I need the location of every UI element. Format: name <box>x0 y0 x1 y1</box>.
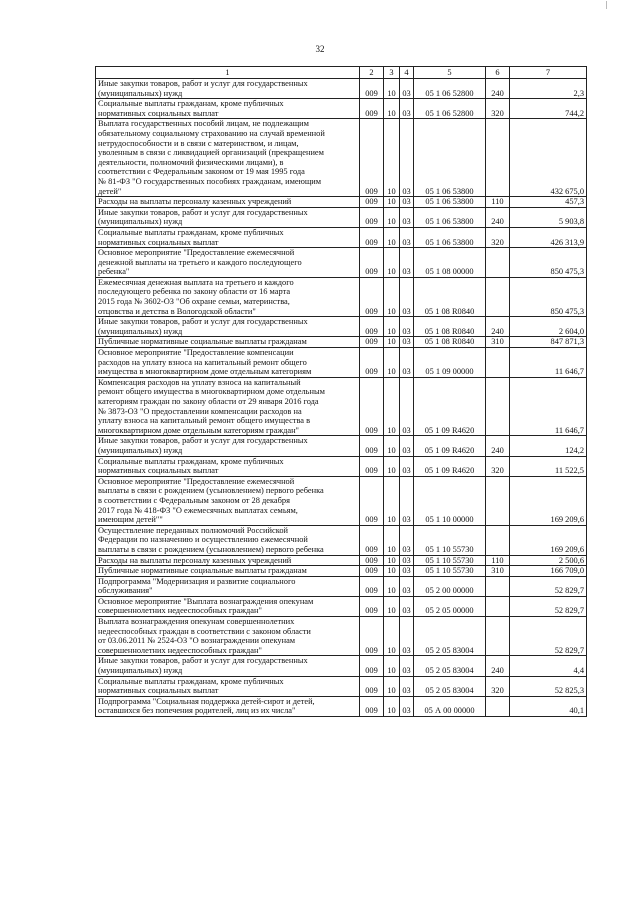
table-row <box>96 348 587 378</box>
subsection-code-cell: 03 <box>400 248 414 278</box>
expense-name-cell <box>96 525 360 555</box>
table-row <box>96 377 587 436</box>
expense-name-line: Расходы на выплаты персоналу казенных учреждений <box>98 555 292 565</box>
expense-type-cell <box>486 248 510 278</box>
expense-name-line: денежной выплаты на третьего и каждого последующего <box>98 257 302 267</box>
amount-cell: 2,3 <box>510 79 587 99</box>
table-row <box>96 337 587 348</box>
expense-type-cell: 110 <box>486 555 510 566</box>
expense-type-cell: 240 <box>486 317 510 337</box>
expense-type-cell: 320 <box>486 456 510 476</box>
table-row <box>96 317 587 337</box>
expense-name-cell <box>96 348 360 378</box>
expense-name-cell <box>96 476 360 525</box>
amount-cell: 744,2 <box>510 99 587 119</box>
amount-cell: 52 829,7 <box>510 617 587 656</box>
amount-cell: 432 675,0 <box>510 119 587 197</box>
ministry-code-cell: 009 <box>360 696 384 716</box>
expense-name-cell <box>96 197 360 208</box>
expense-name-line: Социальные выплаты гражданам, кроме публичных <box>98 99 284 109</box>
expense-name-line: № 81-ФЗ "О государственных пособиях гражданам, имеющим <box>98 176 322 186</box>
subsection-code-cell: 03 <box>400 436 414 456</box>
expense-name-line: Федерации по назначению и осуществлению ежемесячной <box>98 535 308 545</box>
subsection-code-cell: 03 <box>400 525 414 555</box>
ministry-code-cell: 009 <box>360 337 384 348</box>
amount-cell: 4,4 <box>510 656 587 676</box>
table-row <box>96 656 587 676</box>
section-code-cell: 10 <box>384 596 400 616</box>
subsection-code-cell: 03 <box>400 337 414 348</box>
subsection-code-cell: 03 <box>400 555 414 566</box>
expense-name-cell <box>96 207 360 227</box>
table-row <box>96 525 587 555</box>
expense-name-line: № 3873-ОЗ "О предоставлении компенсации расходов на <box>98 406 302 416</box>
target-article-cell: 05 1 06 52800 <box>414 99 486 119</box>
target-article-cell: 05 1 09 00000 <box>414 348 486 378</box>
expense-type-cell <box>486 596 510 616</box>
table-row <box>96 566 587 577</box>
subsection-code-cell: 03 <box>400 377 414 436</box>
subsection-code-cell: 03 <box>400 277 414 316</box>
expense-name-line: Иные закупки товаров, работ и услуг для государственных <box>98 207 308 217</box>
expense-name-line: 2017 года № 418-ФЗ "О ежемесячных выплатах семьям, <box>98 505 298 515</box>
table-row <box>96 248 587 278</box>
table-row <box>96 555 587 566</box>
table-row <box>96 676 587 696</box>
expense-name-line: нормативных социальных выплат <box>98 466 219 476</box>
ministry-code-cell: 009 <box>360 227 384 247</box>
expense-name-line: выплаты в связи с рождением (усыновлением) первого ребенка <box>98 544 324 554</box>
expense-name-line: оставшихся без попечения родителей, лиц из их числа" <box>98 706 296 716</box>
ministry-code-cell: 009 <box>360 476 384 525</box>
expense-name-line: нормативных социальных выплат <box>98 108 219 118</box>
table-row <box>96 456 587 476</box>
expense-name-line: Иные закупки товаров, работ и услуг для государственных <box>98 79 308 88</box>
amount-cell: 5 903,8 <box>510 207 587 227</box>
ministry-code-cell: 009 <box>360 525 384 555</box>
expense-name-line: Публичные нормативные социальные выплаты гражданам <box>98 566 307 576</box>
expense-name-line: Социальные выплаты гражданам, кроме публичных <box>98 456 284 466</box>
expense-type-cell <box>486 476 510 525</box>
section-code-cell: 10 <box>384 99 400 119</box>
amount-cell: 124,2 <box>510 436 587 456</box>
expense-type-cell: 110 <box>486 197 510 208</box>
section-code-cell: 10 <box>384 617 400 656</box>
expense-name-line: (муниципальных) нужд <box>98 666 183 676</box>
expense-name-line: отцовства и детства в Вологодской области" <box>98 306 256 316</box>
ministry-code-cell: 009 <box>360 317 384 337</box>
expense-name-line: Выплата государственных пособий лицам, не подлежащим <box>98 119 309 129</box>
expense-name-line: Социальные выплаты гражданам, кроме публичных <box>98 676 284 686</box>
expense-name-line: Компенсация расходов на уплату взноса на капитальный <box>98 377 301 387</box>
subsection-code-cell: 03 <box>400 197 414 208</box>
target-article-cell: 05 1 06 52800 <box>414 79 486 99</box>
ministry-code-cell: 009 <box>360 555 384 566</box>
expense-name-line: ребенка" <box>98 267 130 277</box>
table-row <box>96 207 587 227</box>
section-code-cell: 10 <box>384 227 400 247</box>
section-code-cell: 10 <box>384 197 400 208</box>
section-code-cell: 10 <box>384 696 400 716</box>
expense-name-cell <box>96 676 360 696</box>
expense-name-line: категориям граждан по закону области от 29 января 2016 года <box>98 397 319 406</box>
expense-type-cell <box>486 277 510 316</box>
ministry-code-cell: 009 <box>360 79 384 99</box>
expense-name-line: Иные закупки товаров, работ и услуг для государственных <box>98 656 308 666</box>
target-article-cell: 05 1 08 R0840 <box>414 317 486 337</box>
section-code-cell: 10 <box>384 555 400 566</box>
expense-name-cell <box>96 696 360 716</box>
expense-type-cell: 240 <box>486 656 510 676</box>
ministry-code-cell: 009 <box>360 566 384 577</box>
expense-name-line: Выплата вознаграждения опекунам совершеннолетних <box>98 617 295 627</box>
target-article-cell: 05 1 09 R4620 <box>414 377 486 436</box>
expense-name-line: Основное мероприятие "Предоставление ежемесячной <box>98 248 295 258</box>
expense-name-line: Основное мероприятие "Предоставление компенсации <box>98 348 294 358</box>
ministry-code-cell: 009 <box>360 377 384 436</box>
amount-cell: 40,1 <box>510 696 587 716</box>
budget-table <box>95 66 587 717</box>
expense-name-cell <box>96 337 360 348</box>
section-code-cell: 10 <box>384 277 400 316</box>
expense-name-line: в соответствии с Федеральным законом от 28 декабря <box>98 495 290 505</box>
subsection-code-cell: 03 <box>400 79 414 99</box>
table-row <box>96 617 587 656</box>
expense-type-cell: 310 <box>486 566 510 577</box>
header-cell-7: 7 <box>510 67 587 79</box>
target-article-cell: 05 1 06 53800 <box>414 119 486 197</box>
expense-name-line: Иные закупки товаров, работ и услуг для государственных <box>98 317 308 327</box>
expense-type-cell: 320 <box>486 676 510 696</box>
subsection-code-cell: 03 <box>400 676 414 696</box>
subsection-code-cell: 03 <box>400 476 414 525</box>
expense-type-cell <box>486 696 510 716</box>
expense-name-cell <box>96 555 360 566</box>
expense-name-line: нетрудоспособности и в связи с материнством, и лицам, <box>98 138 299 148</box>
expense-name-cell <box>96 566 360 577</box>
expense-name-line: ремонт общего имущества в многоквартирном доме отдельным <box>98 387 325 397</box>
section-code-cell: 10 <box>384 656 400 676</box>
target-article-cell: 05 1 06 53800 <box>414 227 486 247</box>
expense-name-cell <box>96 317 360 337</box>
subsection-code-cell: 03 <box>400 617 414 656</box>
table-row <box>96 436 587 456</box>
expense-type-cell: 240 <box>486 436 510 456</box>
section-code-cell: 10 <box>384 348 400 378</box>
ministry-code-cell: 009 <box>360 348 384 378</box>
target-article-cell: 05 1 08 00000 <box>414 248 486 278</box>
amount-cell: 52 829,7 <box>510 596 587 616</box>
expense-name-line: многоквартирном доме отдельным категориям граждан" <box>98 425 299 435</box>
expense-name-line: (муниципальных) нужд <box>98 88 183 98</box>
ministry-code-cell: 009 <box>360 656 384 676</box>
expense-name-cell <box>96 248 360 278</box>
expense-name-line: (муниципальных) нужд <box>98 445 183 455</box>
expense-name-line: уволенным в связи с ликвидацией организаций (прекращением <box>98 148 324 158</box>
expense-name-line: Иные закупки товаров, работ и услуг для государственных <box>98 436 308 446</box>
expense-name-cell <box>96 596 360 616</box>
expense-name-cell <box>96 277 360 316</box>
expense-type-cell <box>486 576 510 596</box>
amount-cell: 847 871,3 <box>510 337 587 348</box>
table-row <box>96 119 587 197</box>
subsection-code-cell: 03 <box>400 696 414 716</box>
ministry-code-cell: 009 <box>360 436 384 456</box>
expense-name-line: от 03.06.2011 № 2524-ОЗ "О вознаграждении опекунам <box>98 636 296 646</box>
target-article-cell: 05 1 09 R4620 <box>414 436 486 456</box>
section-code-cell: 10 <box>384 525 400 555</box>
header-cell-1: 1 <box>96 67 360 79</box>
section-code-cell: 10 <box>384 676 400 696</box>
subsection-code-cell: 03 <box>400 119 414 197</box>
expense-name-line: нормативных социальных выплат <box>98 686 219 696</box>
subsection-code-cell: 03 <box>400 99 414 119</box>
target-article-cell: 05 1 10 00000 <box>414 476 486 525</box>
section-code-cell: 10 <box>384 207 400 227</box>
page-number: 32 <box>315 44 325 54</box>
expense-name-line: (муниципальных) нужд <box>98 326 183 336</box>
table-body <box>96 79 587 717</box>
target-article-cell: 05 1 09 R4620 <box>414 456 486 476</box>
subsection-code-cell: 03 <box>400 227 414 247</box>
target-article-cell: 05 2 05 83004 <box>414 656 486 676</box>
expense-name-line: Подпрограмма "Социальная поддержка детей-сирот и детей, <box>98 696 315 706</box>
table-row <box>96 476 587 525</box>
expense-name-cell <box>96 576 360 596</box>
expense-name-cell <box>96 617 360 656</box>
section-code-cell: 10 <box>384 436 400 456</box>
subsection-code-cell: 03 <box>400 456 414 476</box>
target-article-cell: 05 1 10 55730 <box>414 566 486 577</box>
expense-type-cell <box>486 377 510 436</box>
amount-cell: 52 829,7 <box>510 576 587 596</box>
amount-cell: 166 709,0 <box>510 566 587 577</box>
header-cell-4: 4 <box>400 67 414 79</box>
expense-type-cell: 310 <box>486 337 510 348</box>
amount-cell: 11 522,5 <box>510 456 587 476</box>
expense-name-line: Публичные нормативные социальные выплаты гражданам <box>98 337 307 347</box>
target-article-cell: 05 1 08 R0840 <box>414 337 486 348</box>
expense-name-line: недееспособных граждан в соответствии с законом области <box>98 626 311 636</box>
expense-name-line: Основное мероприятие "Выплата вознаграждения опекунам <box>98 596 314 606</box>
amount-cell: 2 604,0 <box>510 317 587 337</box>
section-code-cell: 10 <box>384 79 400 99</box>
amount-cell: 11 646,7 <box>510 377 587 436</box>
expense-name-cell <box>96 377 360 436</box>
section-code-cell: 10 <box>384 248 400 278</box>
target-article-cell: 05 2 05 83004 <box>414 617 486 656</box>
expense-name-line: обслуживания" <box>98 586 153 596</box>
amount-cell: 426 313,9 <box>510 227 587 247</box>
subsection-code-cell: 03 <box>400 596 414 616</box>
expense-type-cell: 320 <box>486 227 510 247</box>
expense-name-line: последующего ребенка по закону области от 16 марта <box>98 287 291 297</box>
expense-name-cell <box>96 656 360 676</box>
expense-name-line: Социальные выплаты гражданам, кроме публичных <box>98 227 284 237</box>
amount-cell: 52 825,3 <box>510 676 587 696</box>
target-article-cell: 05 1 06 53800 <box>414 197 486 208</box>
expense-name-line: деятельности, полномочий физическими лицами), в <box>98 157 284 167</box>
expense-name-line: (муниципальных) нужд <box>98 217 183 227</box>
expense-name-line: имущества в многоквартирном доме отдельным категориям <box>98 367 312 377</box>
table-row <box>96 79 587 99</box>
expense-type-cell <box>486 617 510 656</box>
header-cell-3: 3 <box>384 67 400 79</box>
section-code-cell: 10 <box>384 576 400 596</box>
target-article-cell: 05 А 00 00000 <box>414 696 486 716</box>
table-row <box>96 227 587 247</box>
target-article-cell: 05 2 05 83004 <box>414 676 486 696</box>
target-article-cell: 05 1 10 55730 <box>414 525 486 555</box>
section-code-cell: 10 <box>384 377 400 436</box>
expense-type-cell: 240 <box>486 79 510 99</box>
section-code-cell: 10 <box>384 566 400 577</box>
expense-type-cell <box>486 348 510 378</box>
amount-cell: 169 209,6 <box>510 476 587 525</box>
section-code-cell: 10 <box>384 476 400 525</box>
header-row <box>96 67 587 79</box>
expense-name-line: обязательному социальному страхованию на случай временной <box>98 128 325 138</box>
section-code-cell: 10 <box>384 119 400 197</box>
ministry-code-cell: 009 <box>360 119 384 197</box>
amount-cell: 850 475,3 <box>510 277 587 316</box>
expense-name-cell <box>96 436 360 456</box>
expense-name-cell <box>96 456 360 476</box>
expense-name-line: расходов на уплату взноса на капитальный ремонт общего <box>98 357 307 367</box>
table-row <box>96 596 587 616</box>
amount-cell: 850 475,3 <box>510 248 587 278</box>
ministry-code-cell: 009 <box>360 207 384 227</box>
table-row <box>96 696 587 716</box>
expense-name-line: соответствии с Федеральным законом от 19 мая 1995 года <box>98 167 305 177</box>
target-article-cell: 05 1 06 53800 <box>414 207 486 227</box>
expense-name-cell <box>96 227 360 247</box>
table-row <box>96 576 587 596</box>
ministry-code-cell: 009 <box>360 617 384 656</box>
expense-type-cell <box>486 525 510 555</box>
ministry-code-cell: 009 <box>360 197 384 208</box>
ministry-code-cell: 009 <box>360 596 384 616</box>
ministry-code-cell: 009 <box>360 277 384 316</box>
expense-name-line: уплату взноса на капитальный ремонт общего имущества в <box>98 416 311 426</box>
target-article-cell: 05 2 05 00000 <box>414 596 486 616</box>
expense-type-cell: 320 <box>486 99 510 119</box>
header-cell-6: 6 <box>486 67 510 79</box>
subsection-code-cell: 03 <box>400 348 414 378</box>
expense-name-line: совершеннолетних недееспособных граждан" <box>98 606 262 616</box>
expense-name-line: выплаты в связи с рождением (усыновлением) первого ребенка <box>98 486 324 496</box>
amount-cell: 169 209,6 <box>510 525 587 555</box>
subsection-code-cell: 03 <box>400 656 414 676</box>
expense-name-line: Расходы на выплаты персоналу казенных учреждений <box>98 197 292 207</box>
subsection-code-cell: 03 <box>400 576 414 596</box>
target-article-cell: 05 1 08 R0840 <box>414 277 486 316</box>
target-article-cell: 05 1 10 55730 <box>414 555 486 566</box>
subsection-code-cell: 03 <box>400 207 414 227</box>
expense-name-line: 2015 года № 3602-ОЗ "Об охране семьи, материнства, <box>98 297 290 307</box>
header-cell-5: 5 <box>414 67 486 79</box>
amount-cell: 457,3 <box>510 197 587 208</box>
ministry-code-cell: 009 <box>360 576 384 596</box>
table-row <box>96 277 587 316</box>
ministry-code-cell: 009 <box>360 99 384 119</box>
subsection-code-cell: 03 <box>400 317 414 337</box>
target-article-cell: 05 2 00 00000 <box>414 576 486 596</box>
ministry-code-cell: 009 <box>360 676 384 696</box>
expense-name-line: Осуществление переданных полномочий Российской <box>98 525 289 535</box>
amount-cell: 11 646,7 <box>510 348 587 378</box>
header-cell-2: 2 <box>360 67 384 79</box>
table-row <box>96 99 587 119</box>
expense-type-cell: 240 <box>486 207 510 227</box>
expense-name-cell <box>96 79 360 99</box>
expense-name-line: Подпрограмма "Модернизация и развитие социального <box>98 576 296 586</box>
expense-name-line: Ежемесячная денежная выплата на третьего и каждого <box>98 277 294 287</box>
table-row <box>96 197 587 208</box>
expense-name-line: Основное мероприятие "Предоставление ежемесячной <box>98 476 295 486</box>
expense-name-line: детей" <box>98 186 122 196</box>
section-code-cell: 10 <box>384 317 400 337</box>
expense-name-line: имеющим детей"" <box>98 515 163 525</box>
page-corner-mark: | <box>606 0 608 9</box>
ministry-code-cell: 009 <box>360 248 384 278</box>
amount-cell: 2 500,6 <box>510 555 587 566</box>
expense-name-cell <box>96 99 360 119</box>
expense-type-cell <box>486 119 510 197</box>
expense-name-cell <box>96 119 360 197</box>
section-code-cell: 10 <box>384 337 400 348</box>
expense-name-line: совершеннолетних недееспособных граждан" <box>98 645 262 655</box>
subsection-code-cell: 03 <box>400 566 414 577</box>
section-code-cell: 10 <box>384 456 400 476</box>
ministry-code-cell: 009 <box>360 456 384 476</box>
expense-name-line: нормативных социальных выплат <box>98 237 219 247</box>
